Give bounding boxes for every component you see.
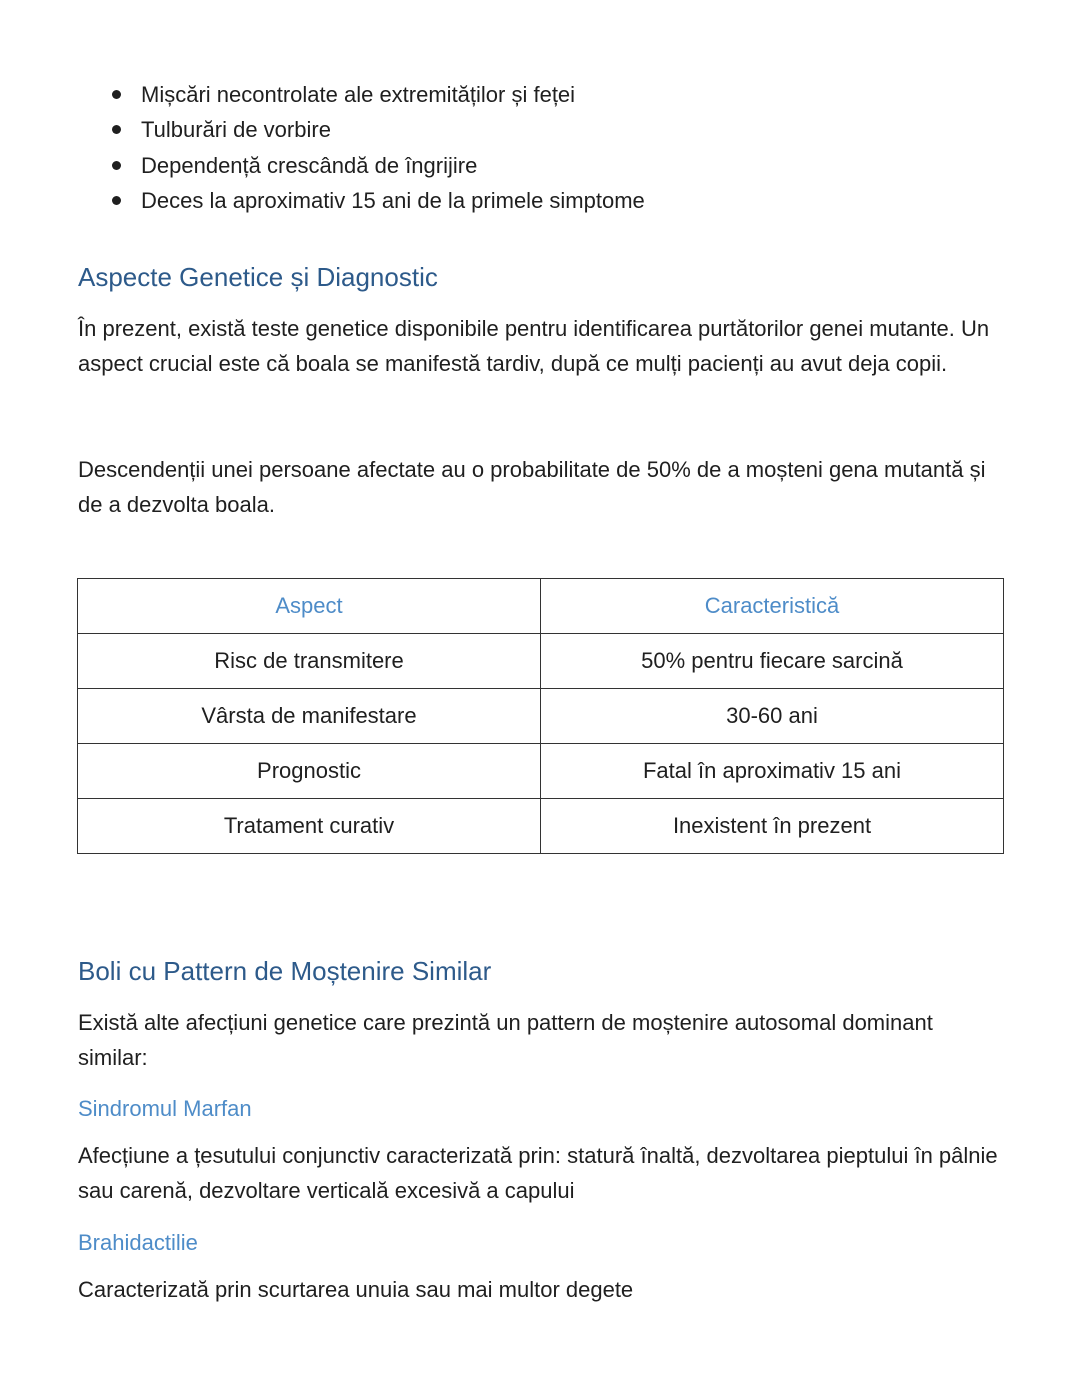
genetics-heading: Aspecte Genetice și Diagnostic [78, 262, 438, 292]
similar-intro: Există alte afecțiuni genetice care prezintă un pattern de moștenire autosomal dominant similar: [78, 1010, 933, 1071]
list-item-text: Tulburări de vorbire [141, 117, 331, 143]
disease-name-marfan: Sindromul Marfan [78, 1096, 252, 1121]
disease-description-brachydactyly: Caracterizată prin scurtarea unuia sau mai multor degete [78, 1277, 634, 1302]
table-cell: 50% pentru fiecare sarcină [541, 634, 1004, 689]
table-cell: Prognostic [78, 744, 541, 799]
table-row [78, 799, 1004, 854]
table-row [78, 634, 1004, 689]
table-cell: Risc de transmitere [78, 634, 541, 689]
list-item-text: Mișcări necontrolate ale extremităților și feței [141, 82, 576, 107]
table-cell: Vârsta de manifestare [78, 689, 541, 744]
bullet-icon [112, 196, 121, 205]
genetics-paragraph-2: Descendenții unei persoane afectate au o probabilitate de 50% de a moșteni gena mutantă și de a dezvolta boala. [78, 457, 986, 518]
symptoms-list [78, 77, 645, 218]
disease-name-brachydactyly: Brahidactilie [78, 1230, 198, 1255]
table-row [78, 689, 1004, 744]
table-header-characteristic: Caracteristică [541, 579, 1004, 634]
bullet-icon [112, 90, 121, 99]
list-item [78, 77, 645, 112]
table-header-aspect: Aspect [78, 579, 541, 634]
list-item-text: Dependență crescândă de îngrijire [141, 152, 478, 178]
bullet-icon [112, 125, 121, 134]
disease-description-marfan: Afecțiune a țesutului conjunctiv caracterizată prin: statură înaltă, dezvoltarea pieptului în pâlnie sau carenă, dezvoltare verticală excesivă a capului [78, 1143, 998, 1204]
bullet-icon [112, 161, 121, 170]
list-item-text: Deces la aproximativ 15 ani de la primele simptome [141, 187, 645, 213]
table-header-row [78, 579, 1004, 634]
similar-heading: Boli cu Pattern de Moștenire Similar [78, 956, 492, 986]
table-cell: Tratament curativ [78, 799, 541, 854]
list-item [78, 148, 645, 183]
facts-table [77, 578, 1004, 854]
table-cell: 30-60 ani [541, 689, 1004, 744]
list-item [78, 183, 645, 218]
table-cell: Inexistent în prezent [541, 799, 1004, 854]
list-item [78, 112, 645, 147]
table-cell: Fatal în aproximativ 15 ani [541, 744, 1004, 799]
table-row [78, 744, 1004, 799]
genetics-paragraph-1: În prezent, există teste genetice disponibile pentru identificarea purtătorilor genei mutante. Un aspect crucial este că boala se manifestă tardiv, după ce mulți pacienți au avut deja copii. [78, 316, 990, 377]
